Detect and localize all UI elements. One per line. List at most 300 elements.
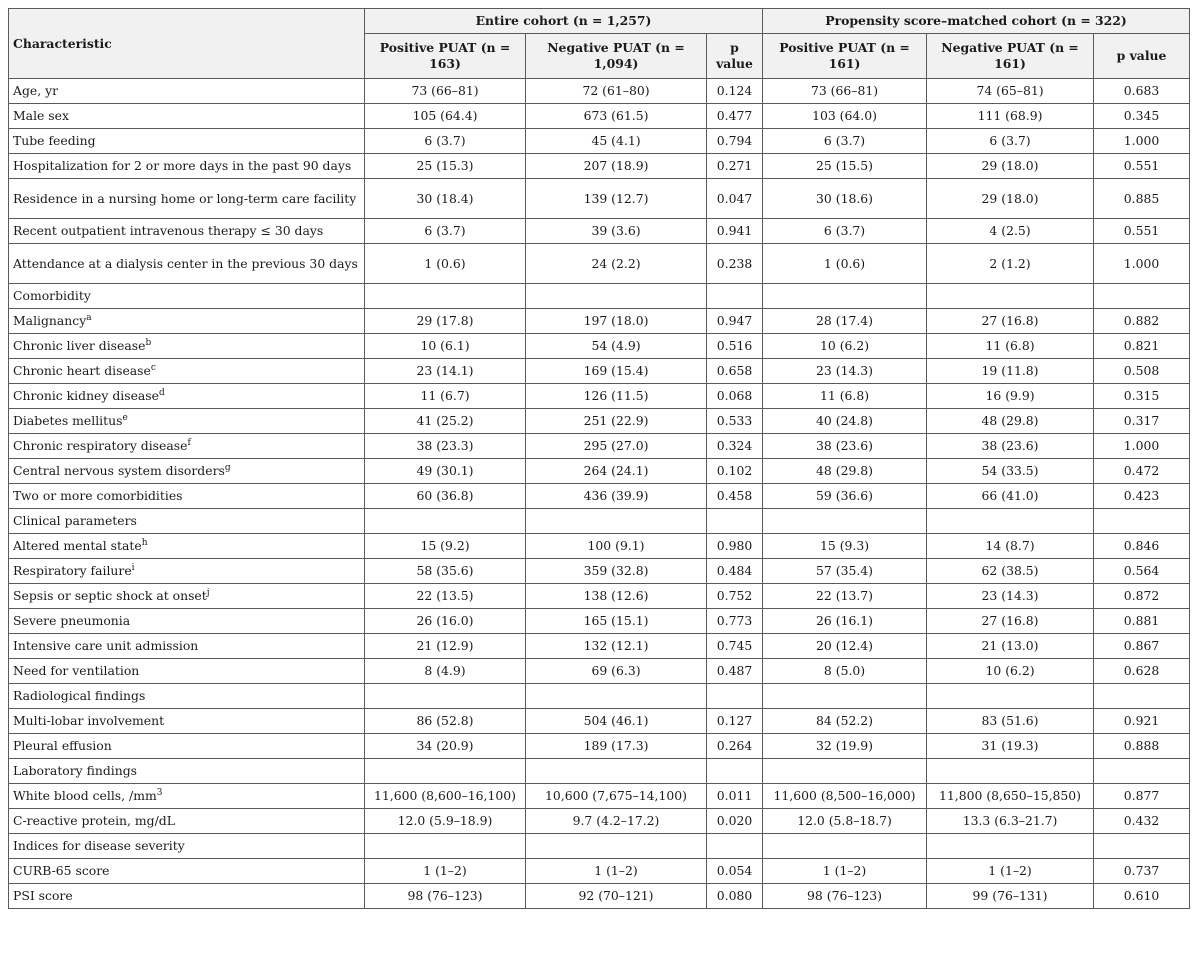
table-row xyxy=(9,734,1190,759)
table-cell: 49 (30.1) xyxy=(365,459,526,484)
table-row xyxy=(9,179,1190,219)
table-cell: 0.551 xyxy=(1094,154,1190,179)
table-cell xyxy=(365,284,526,309)
table-cell: 0.472 xyxy=(1094,459,1190,484)
row-label-text: Two or more comorbidities xyxy=(13,488,183,503)
table-cell: 60 (36.8) xyxy=(365,484,526,509)
row-label xyxy=(9,359,365,384)
footnote-marker: b xyxy=(145,338,152,348)
table-cell: 169 (15.4) xyxy=(526,359,707,384)
row-label xyxy=(9,859,365,884)
table-cell: 0.423 xyxy=(1094,484,1190,509)
table-cell: 0.127 xyxy=(707,709,763,734)
table-cell: 32 (19.9) xyxy=(763,734,927,759)
table-cell xyxy=(763,284,927,309)
table-cell: 11,800 (8,650–15,850) xyxy=(927,784,1094,809)
table-cell: 126 (11.5) xyxy=(526,384,707,409)
table-cell: 73 (66–81) xyxy=(365,79,526,104)
table-cell: 0.885 xyxy=(1094,179,1190,219)
table-cell: 86 (52.8) xyxy=(365,709,526,734)
table-cell: 21 (13.0) xyxy=(927,634,1094,659)
row-label-text: Comorbidity xyxy=(13,288,91,303)
table-cell xyxy=(927,759,1094,784)
table-cell: 92 (70–121) xyxy=(526,884,707,909)
footnote-marker: h xyxy=(141,538,148,548)
table-cell: 24 (2.2) xyxy=(526,244,707,284)
table-cell: 207 (18.9) xyxy=(526,154,707,179)
table-cell xyxy=(707,834,763,859)
table-cell: 111 (68.9) xyxy=(927,104,1094,129)
row-label xyxy=(9,409,365,434)
table-cell: 48 (29.8) xyxy=(763,459,927,484)
table-cell: 29 (17.8) xyxy=(365,309,526,334)
table-row xyxy=(9,334,1190,359)
table-cell: 9.7 (4.2–17.2) xyxy=(526,809,707,834)
table-cell: 0.564 xyxy=(1094,559,1190,584)
row-label xyxy=(9,809,365,834)
table-cell xyxy=(763,759,927,784)
table-cell: 132 (12.1) xyxy=(526,634,707,659)
table-container xyxy=(8,8,1189,909)
table-cell: 12.0 (5.8–18.7) xyxy=(763,809,927,834)
table-cell: 1 (1–2) xyxy=(763,859,927,884)
row-label-text: White blood cells, /mm xyxy=(13,788,157,803)
table-cell: 0.020 xyxy=(707,809,763,834)
table-cell: 11,600 (8,600–16,100) xyxy=(365,784,526,809)
table-row xyxy=(9,634,1190,659)
row-label-text: Clinical parameters xyxy=(13,513,137,528)
table-cell: 23 (14.3) xyxy=(763,359,927,384)
row-label-text: Male sex xyxy=(13,108,69,123)
row-label xyxy=(9,484,365,509)
row-label xyxy=(9,434,365,459)
table-row xyxy=(9,584,1190,609)
table-row xyxy=(9,609,1190,634)
table-cell: 0.054 xyxy=(707,859,763,884)
footnote-marker: g xyxy=(224,463,231,473)
table-row xyxy=(9,219,1190,244)
row-label xyxy=(9,684,365,709)
row-label xyxy=(9,284,365,309)
table-header xyxy=(9,9,1190,79)
row-label xyxy=(9,154,365,179)
table-body xyxy=(9,79,1190,909)
row-label xyxy=(9,334,365,359)
table-cell: 26 (16.0) xyxy=(365,609,526,634)
table-cell: 673 (61.5) xyxy=(526,104,707,129)
table-cell xyxy=(365,834,526,859)
table-cell: 29 (18.0) xyxy=(927,154,1094,179)
table-cell: 0.458 xyxy=(707,484,763,509)
table-cell: 0.271 xyxy=(707,154,763,179)
table-cell: 0.551 xyxy=(1094,219,1190,244)
row-label-text: Altered mental state xyxy=(13,538,142,553)
table-cell: 10 (6.2) xyxy=(763,334,927,359)
row-label-text: Diabetes mellitus xyxy=(13,413,123,428)
table-row xyxy=(9,559,1190,584)
table-cell: 20 (12.4) xyxy=(763,634,927,659)
table-cell: 0.941 xyxy=(707,219,763,244)
table-cell xyxy=(365,759,526,784)
table-cell: 25 (15.5) xyxy=(763,154,927,179)
table-cell: 0.980 xyxy=(707,534,763,559)
table-cell: 0.238 xyxy=(707,244,763,284)
row-label xyxy=(9,759,365,784)
row-label xyxy=(9,734,365,759)
table-cell: 1 (1–2) xyxy=(365,859,526,884)
table-cell: 6 (3.7) xyxy=(763,219,927,244)
table-row xyxy=(9,129,1190,154)
row-label-text: C-reactive protein, mg/dL xyxy=(13,813,175,828)
table-cell: 6 (3.7) xyxy=(927,129,1094,154)
table-cell: 11 (6.7) xyxy=(365,384,526,409)
table-cell: 38 (23.6) xyxy=(927,434,1094,459)
table-cell: 0.011 xyxy=(707,784,763,809)
row-label xyxy=(9,634,365,659)
table-cell xyxy=(927,509,1094,534)
table-cell: 1 (1–2) xyxy=(927,859,1094,884)
header-row-groups xyxy=(9,9,1190,34)
table-row xyxy=(9,459,1190,484)
row-label-text: Central nervous system disorders xyxy=(13,463,225,478)
table-cell: 139 (12.7) xyxy=(526,179,707,219)
table-cell: 0.821 xyxy=(1094,334,1190,359)
table-cell: 13.3 (6.3–21.7) xyxy=(927,809,1094,834)
table-cell: 21 (12.9) xyxy=(365,634,526,659)
row-label-text: Chronic respiratory disease xyxy=(13,438,188,453)
table-cell: 100 (9.1) xyxy=(526,534,707,559)
table-cell: 0.846 xyxy=(1094,534,1190,559)
header-entire-cohort: Entire cohort (n = 1,257) xyxy=(365,9,763,34)
table-row xyxy=(9,834,1190,859)
table-cell: 0.068 xyxy=(707,384,763,409)
table-cell xyxy=(763,834,927,859)
table-cell: 23 (14.3) xyxy=(927,584,1094,609)
table-cell: 27 (16.8) xyxy=(927,309,1094,334)
table-cell: 1 (0.6) xyxy=(763,244,927,284)
row-label-text: Need for ventilation xyxy=(13,663,140,678)
table-cell xyxy=(526,684,707,709)
row-label-text: Age, yr xyxy=(13,83,59,98)
header-column: Positive PUAT (n = 163) xyxy=(365,34,526,79)
table-cell: 29 (18.0) xyxy=(927,179,1094,219)
table-cell: 0.658 xyxy=(707,359,763,384)
row-label xyxy=(9,309,365,334)
table-cell: 6 (3.7) xyxy=(365,129,526,154)
table-cell: 0.317 xyxy=(1094,409,1190,434)
row-label xyxy=(9,784,365,809)
row-label xyxy=(9,834,365,859)
table-row xyxy=(9,709,1190,734)
table-cell: 25 (15.3) xyxy=(365,154,526,179)
table-cell: 6 (3.7) xyxy=(763,129,927,154)
table-cell xyxy=(526,509,707,534)
table-row xyxy=(9,784,1190,809)
table-cell xyxy=(526,284,707,309)
table-cell: 0.264 xyxy=(707,734,763,759)
table-row xyxy=(9,809,1190,834)
table-cell: 103 (64.0) xyxy=(763,104,927,129)
row-label-text: Sepsis or septic shock at onset xyxy=(13,588,207,603)
table-cell xyxy=(707,509,763,534)
row-label xyxy=(9,104,365,129)
table-cell: 251 (22.9) xyxy=(526,409,707,434)
row-label-text: Laboratory findings xyxy=(13,763,138,778)
table-cell: 436 (39.9) xyxy=(526,484,707,509)
row-label-text: Tube feeding xyxy=(13,133,96,148)
row-label-text: Respiratory failure xyxy=(13,563,132,578)
table-cell: 189 (17.3) xyxy=(526,734,707,759)
footnote-marker: c xyxy=(150,363,156,373)
table-cell: 10 (6.2) xyxy=(927,659,1094,684)
table-cell: 84 (52.2) xyxy=(763,709,927,734)
table-cell: 0.508 xyxy=(1094,359,1190,384)
table-cell: 45 (4.1) xyxy=(526,129,707,154)
table-cell: 69 (6.3) xyxy=(526,659,707,684)
table-cell: 0.324 xyxy=(707,434,763,459)
table-cell: 38 (23.6) xyxy=(763,434,927,459)
table-cell: 0.737 xyxy=(1094,859,1190,884)
row-label-text: Chronic heart disease xyxy=(13,363,151,378)
header-column: Positive PUAT (n = 161) xyxy=(763,34,927,79)
table-cell: 0.773 xyxy=(707,609,763,634)
table-cell: 0.872 xyxy=(1094,584,1190,609)
table-cell: 1 (0.6) xyxy=(365,244,526,284)
table-cell: 83 (51.6) xyxy=(927,709,1094,734)
table-cell: 0.628 xyxy=(1094,659,1190,684)
row-label-text: Indices for disease severity xyxy=(13,838,185,853)
row-label-text: Chronic kidney disease xyxy=(13,388,159,403)
table-row xyxy=(9,534,1190,559)
table-cell: 26 (16.1) xyxy=(763,609,927,634)
row-label xyxy=(9,609,365,634)
table-cell: 48 (29.8) xyxy=(927,409,1094,434)
table-cell: 0.533 xyxy=(707,409,763,434)
table-row xyxy=(9,384,1190,409)
table-cell: 27 (16.8) xyxy=(927,609,1094,634)
row-label xyxy=(9,459,365,484)
table-row xyxy=(9,79,1190,104)
row-label-text: CURB-65 score xyxy=(13,863,110,878)
table-cell xyxy=(1094,834,1190,859)
table-cell: 6 (3.7) xyxy=(365,219,526,244)
row-label xyxy=(9,79,365,104)
header-matched-cohort: Propensity score–matched cohort (n = 322) xyxy=(763,9,1190,34)
table-row xyxy=(9,154,1190,179)
row-label xyxy=(9,219,365,244)
table-row xyxy=(9,859,1190,884)
table-cell: 1 (1–2) xyxy=(526,859,707,884)
table-cell: 105 (64.4) xyxy=(365,104,526,129)
row-label xyxy=(9,384,365,409)
table-cell: 11,600 (8,500–16,000) xyxy=(763,784,927,809)
table-cell: 504 (46.1) xyxy=(526,709,707,734)
table-row xyxy=(9,359,1190,384)
table-cell: 0.881 xyxy=(1094,609,1190,634)
table-row xyxy=(9,509,1190,534)
table-row xyxy=(9,484,1190,509)
header-column: Negative PUAT (n = 1,094) xyxy=(526,34,707,79)
footnote-marker: 3 xyxy=(156,788,163,798)
table-cell: 62 (38.5) xyxy=(927,559,1094,584)
table-cell xyxy=(927,834,1094,859)
table-cell: 40 (24.8) xyxy=(763,409,927,434)
table-row xyxy=(9,409,1190,434)
table-cell: 0.315 xyxy=(1094,384,1190,409)
table-cell: 10,600 (7,675–14,100) xyxy=(526,784,707,809)
row-label xyxy=(9,884,365,909)
row-label-text: Pleural effusion xyxy=(13,738,112,753)
row-label xyxy=(9,129,365,154)
table-cell: 359 (32.8) xyxy=(526,559,707,584)
table-cell: 1.000 xyxy=(1094,129,1190,154)
table-cell: 59 (36.6) xyxy=(763,484,927,509)
row-label xyxy=(9,534,365,559)
table-cell xyxy=(707,759,763,784)
table-cell: 41 (25.2) xyxy=(365,409,526,434)
table-cell xyxy=(1094,509,1190,534)
table-cell: 11 (6.8) xyxy=(763,384,927,409)
footnote-marker: f xyxy=(187,438,191,448)
table-cell: 0.432 xyxy=(1094,809,1190,834)
table-cell: 0.882 xyxy=(1094,309,1190,334)
table-cell xyxy=(1094,684,1190,709)
table-cell: 98 (76–123) xyxy=(365,884,526,909)
row-label xyxy=(9,509,365,534)
footnote-marker: e xyxy=(122,413,128,423)
table-cell: 0.345 xyxy=(1094,104,1190,129)
table-cell xyxy=(763,509,927,534)
row-label-text: Chronic liver disease xyxy=(13,338,146,353)
table-cell: 98 (76–123) xyxy=(763,884,927,909)
row-label-text: Recent outpatient intravenous therapy ≤ 30 days xyxy=(13,223,324,238)
table-cell xyxy=(365,509,526,534)
row-label xyxy=(9,584,365,609)
header-characteristic: Characteristic xyxy=(9,9,365,79)
table-cell: 197 (18.0) xyxy=(526,309,707,334)
table-row xyxy=(9,244,1190,284)
table-cell: 58 (35.6) xyxy=(365,559,526,584)
table-cell: 31 (19.3) xyxy=(927,734,1094,759)
table-row xyxy=(9,684,1190,709)
row-label xyxy=(9,559,365,584)
table-cell: 264 (24.1) xyxy=(526,459,707,484)
table-cell: 4 (2.5) xyxy=(927,219,1094,244)
footnote-marker: d xyxy=(158,388,165,398)
row-label xyxy=(9,709,365,734)
table-row xyxy=(9,284,1190,309)
table-cell: 28 (17.4) xyxy=(763,309,927,334)
table-cell: 0.047 xyxy=(707,179,763,219)
table-cell: 30 (18.4) xyxy=(365,179,526,219)
table-cell: 165 (15.1) xyxy=(526,609,707,634)
table-cell: 0.745 xyxy=(707,634,763,659)
row-label-text: Intensive care unit admission xyxy=(13,638,199,653)
table-cell: 0.080 xyxy=(707,884,763,909)
table-cell: 138 (12.6) xyxy=(526,584,707,609)
table-cell: 0.484 xyxy=(707,559,763,584)
table-row xyxy=(9,759,1190,784)
table-cell: 0.124 xyxy=(707,79,763,104)
table-cell: 19 (11.8) xyxy=(927,359,1094,384)
footnote-marker: a xyxy=(86,313,92,323)
table-row xyxy=(9,309,1190,334)
table-row xyxy=(9,434,1190,459)
footnote-marker: j xyxy=(206,588,210,598)
table-cell: 0.102 xyxy=(707,459,763,484)
table-cell: 2 (1.2) xyxy=(927,244,1094,284)
row-label xyxy=(9,244,365,284)
characteristics-table xyxy=(8,8,1190,909)
row-label xyxy=(9,179,365,219)
row-label-text: Radiological findings xyxy=(13,688,146,703)
table-cell: 8 (5.0) xyxy=(763,659,927,684)
header-column: p value xyxy=(707,34,763,79)
table-cell xyxy=(365,684,526,709)
table-cell: 0.477 xyxy=(707,104,763,129)
table-row xyxy=(9,884,1190,909)
table-cell: 15 (9.2) xyxy=(365,534,526,559)
row-label xyxy=(9,659,365,684)
table-cell: 38 (23.3) xyxy=(365,434,526,459)
table-cell: 12.0 (5.9–18.9) xyxy=(365,809,526,834)
table-cell xyxy=(1094,759,1190,784)
table-cell: 54 (4.9) xyxy=(526,334,707,359)
table-cell: 66 (41.0) xyxy=(927,484,1094,509)
table-cell: 295 (27.0) xyxy=(526,434,707,459)
table-cell: 0.683 xyxy=(1094,79,1190,104)
table-cell: 57 (35.4) xyxy=(763,559,927,584)
table-cell: 23 (14.1) xyxy=(365,359,526,384)
table-cell: 0.921 xyxy=(1094,709,1190,734)
table-row xyxy=(9,659,1190,684)
footnote-marker: i xyxy=(131,563,135,573)
table-cell: 22 (13.7) xyxy=(763,584,927,609)
table-cell xyxy=(526,834,707,859)
table-cell: 39 (3.6) xyxy=(526,219,707,244)
table-cell: 0.794 xyxy=(707,129,763,154)
table-cell: 10 (6.1) xyxy=(365,334,526,359)
table-cell xyxy=(707,284,763,309)
table-cell xyxy=(526,759,707,784)
header-column: p value xyxy=(1094,34,1190,79)
table-cell: 54 (33.5) xyxy=(927,459,1094,484)
table-cell xyxy=(707,684,763,709)
row-label-text: Residence in a nursing home or long-term care facility xyxy=(13,190,357,206)
table-cell xyxy=(763,684,927,709)
table-cell: 99 (76–131) xyxy=(927,884,1094,909)
table-cell: 14 (8.7) xyxy=(927,534,1094,559)
table-cell: 30 (18.6) xyxy=(763,179,927,219)
table-cell: 72 (61–80) xyxy=(526,79,707,104)
table-row xyxy=(9,104,1190,129)
table-cell: 0.947 xyxy=(707,309,763,334)
table-cell: 8 (4.9) xyxy=(365,659,526,684)
table-cell: 0.487 xyxy=(707,659,763,684)
table-cell xyxy=(927,284,1094,309)
row-label-text: Multi-lobar involvement xyxy=(13,713,165,728)
table-cell: 1.000 xyxy=(1094,244,1190,284)
row-label-text: Severe pneumonia xyxy=(13,613,131,628)
table-cell: 0.752 xyxy=(707,584,763,609)
table-cell: 1.000 xyxy=(1094,434,1190,459)
row-label-text: Attendance at a dialysis center in the previous 30 days xyxy=(13,255,358,271)
row-label-text: Hospitalization for 2 or more days in the past 90 days xyxy=(13,158,352,173)
header-column: Negative PUAT (n = 161) xyxy=(927,34,1094,79)
table-cell xyxy=(1094,284,1190,309)
table-cell: 0.610 xyxy=(1094,884,1190,909)
table-cell: 0.877 xyxy=(1094,784,1190,809)
